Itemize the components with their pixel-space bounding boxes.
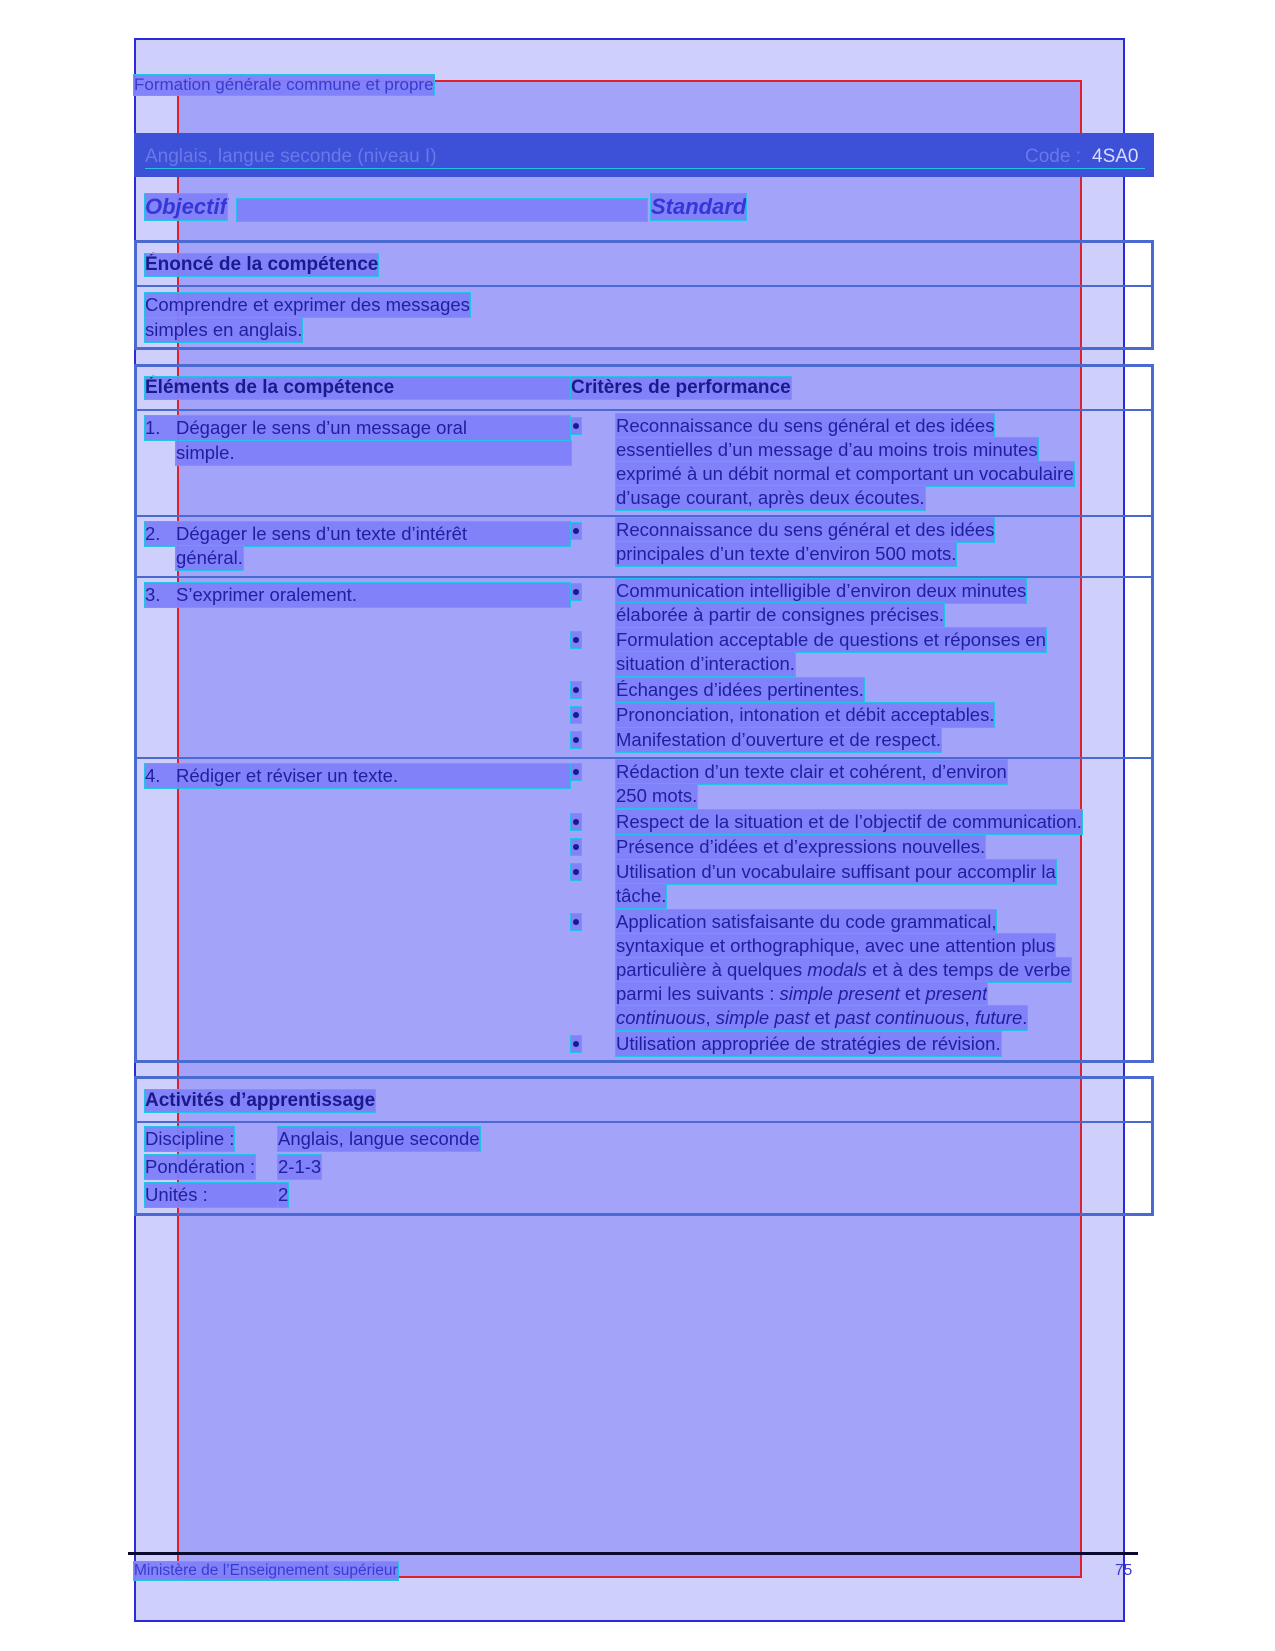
criterion-4-1-line-1: Rédaction d’un texte clair et cohérent, d’environ: [616, 761, 1007, 782]
criterion-3-2-line-1: Formulation acceptable de questions et réponses en: [616, 629, 1046, 650]
tenses-2-e: past continuous: [835, 1007, 965, 1028]
criterion-4-4-line-1: Utilisation d’un vocabulaire suffisant pour accomplir la: [616, 861, 1056, 882]
discipline-label: Discipline :: [145, 1128, 235, 1149]
activities-heading: Activités d’apprentissage: [145, 1090, 376, 1111]
weighting-value: 2-1-3: [278, 1156, 322, 1177]
criterion-3-3: Échanges d’idées pertinentes.: [616, 679, 864, 700]
criterion-3-4: Prononciation, intonation et débit acceptables.: [616, 704, 995, 725]
bullet-dot: [573, 919, 579, 925]
tenses-2-d: et: [809, 1007, 836, 1028]
bullet-dot: [573, 687, 579, 693]
bullet-dot: [573, 637, 579, 643]
discipline-value: Anglais, langue seconde: [278, 1128, 480, 1149]
element-3-line-1: S’exprimer oralement.: [176, 584, 357, 605]
bullet-dot: [573, 528, 579, 534]
footer-ministry: Ministère de l’Enseignement supérieur: [134, 1562, 398, 1579]
bullet-4-3: [571, 839, 581, 855]
criterion-4-5-line-5: [616, 1006, 1027, 1030]
statement-line-1: Comprendre et exprimer des messages: [145, 294, 470, 315]
element-2-number: 2.: [145, 523, 161, 544]
tenses-2-h: .: [1022, 1007, 1028, 1028]
bullet-4-5: [571, 914, 581, 930]
criterion-1-1-line-4: d’usage courant, après deux écoutes.: [616, 487, 925, 508]
modals-term: modals: [807, 959, 867, 980]
objective-label: Objectif: [145, 194, 227, 219]
element-4-number: 4.: [145, 765, 161, 786]
tenses-1-b: simple present: [779, 983, 900, 1004]
element-2: [145, 522, 570, 546]
statement-heading: Énoncé de la compétence: [145, 254, 379, 275]
bullet-4-1: [571, 764, 581, 780]
footer-rule: [128, 1552, 1138, 1555]
criterion-1-1-line-2: essentielles d’un message d’au moins trois minutes: [616, 439, 1038, 460]
standard-label: Standard: [651, 194, 747, 219]
page-number: 75: [1115, 1562, 1133, 1579]
activities-divider: [137, 1121, 1151, 1123]
weighting-label: Pondération :: [145, 1156, 256, 1177]
criterion-4-2: Respect de la situation et de l’objectif de communication.: [616, 811, 1082, 832]
tenses-2-g: future: [974, 1007, 1023, 1028]
criterion-3-2-line-2: situation d’interaction.: [616, 653, 795, 674]
element-4-line-1: Rédiger et réviser un texte.: [176, 765, 399, 786]
bullet-4-4: [571, 864, 581, 880]
criteria-heading: Critères de performance: [571, 377, 791, 398]
bullet-3-1: [571, 584, 581, 600]
bullet-3-5: [571, 732, 581, 748]
row-2-divider: [137, 576, 1151, 578]
course-title: Anglais, langue seconde (niveau I): [145, 146, 437, 167]
course-bar-underline: [145, 168, 1145, 169]
tenses-1-c: et: [899, 983, 926, 1004]
bullet-dot: [573, 737, 579, 743]
element-1-line-2: simple.: [176, 441, 571, 465]
bullet-dot: [573, 1041, 579, 1047]
tenses-1-d: present: [925, 983, 988, 1004]
bullet-3-3: [571, 682, 581, 698]
bullet-4-2: [571, 814, 581, 830]
code-value: 4SA0: [1092, 146, 1139, 167]
objective-field: [237, 199, 647, 221]
element-2-line-2: général.: [176, 547, 243, 568]
row-3-divider: [137, 757, 1151, 759]
criterion-1-1-line-3: exprimé à un débit normal et comportant un vocabulaire: [616, 463, 1074, 484]
tenses-1-a: parmi les suivants :: [616, 983, 780, 1004]
bullet-dot: [573, 869, 579, 875]
criterion-4-5-line-4: [616, 982, 987, 1006]
bullet-dot: [573, 423, 579, 429]
bullet-dot: [573, 844, 579, 850]
criterion-4-5-line-3: [616, 958, 1071, 982]
criterion-4-5-line-1: Application satisfaisante du code grammatical,: [616, 911, 997, 932]
tenses-2-f: ,: [964, 1007, 975, 1028]
tenses-2-a: continuous: [616, 1007, 706, 1028]
bullet-1-1: [571, 418, 581, 434]
criterion-3-1-line-1: Communication intelligible d’environ deux minutes: [616, 580, 1027, 601]
code-label: Code :: [1025, 146, 1081, 167]
criterion-4-4-line-2: tâche.: [616, 885, 667, 906]
bullet-dot: [573, 769, 579, 775]
statement-line-2: simples en anglais.: [145, 319, 303, 340]
units-value: 2: [278, 1184, 289, 1205]
bullet-dot: [573, 819, 579, 825]
element-4: [145, 764, 570, 788]
criterion-4-6: Utilisation appropriée de stratégies de révision.: [616, 1033, 1001, 1054]
bullet-2-1: [571, 523, 581, 539]
bullet-3-4: [571, 707, 581, 723]
element-1-line-1: Dégager le sens d’un message oral: [176, 417, 468, 438]
tenses-2-b: ,: [705, 1007, 716, 1028]
criterion-3-5: Manifestation d’ouverture et de respect.: [616, 729, 941, 750]
bullet-4-6: [571, 1036, 581, 1052]
elements-header-divider: [137, 409, 1151, 411]
element-1: [145, 416, 570, 440]
bullet-3-2: [571, 632, 581, 648]
element-1-number: 1.: [145, 417, 161, 438]
criterion-4-5-line-2: syntaxique et orthographique, avec une attention plus: [616, 935, 1056, 956]
statement-divider: [137, 285, 1151, 287]
criterion-4-1-line-2: 250 mots.: [616, 785, 698, 806]
bullet-dot: [573, 712, 579, 718]
criterion-4-3: Présence d’idées et d’expressions nouvelles.: [616, 836, 986, 857]
modals-text-a: particulière à quelques: [616, 959, 808, 980]
units-label: Unités :: [145, 1183, 287, 1207]
row-1-divider: [137, 515, 1151, 517]
modals-text-c: et à des temps de verbe: [866, 959, 1071, 980]
running-head: Formation générale commune et propre: [134, 75, 434, 94]
criterion-3-1-line-2: élaborée à partir de consignes précises.: [616, 604, 945, 625]
element-3: [145, 583, 570, 607]
element-2-line-1: Dégager le sens d’un texte d’intérêt: [176, 523, 468, 544]
tenses-2-c: simple past: [715, 1007, 810, 1028]
criterion-2-1-line-1: Reconnaissance du sens général et des idées: [616, 519, 995, 540]
elements-heading: Éléments de la compétence: [145, 377, 570, 399]
element-3-number: 3.: [145, 584, 161, 605]
criterion-1-1-line-1: Reconnaissance du sens général et des idées: [616, 415, 995, 436]
criterion-2-1-line-2: principales d’un texte d’environ 500 mots.: [616, 543, 957, 564]
bullet-dot: [573, 589, 579, 595]
